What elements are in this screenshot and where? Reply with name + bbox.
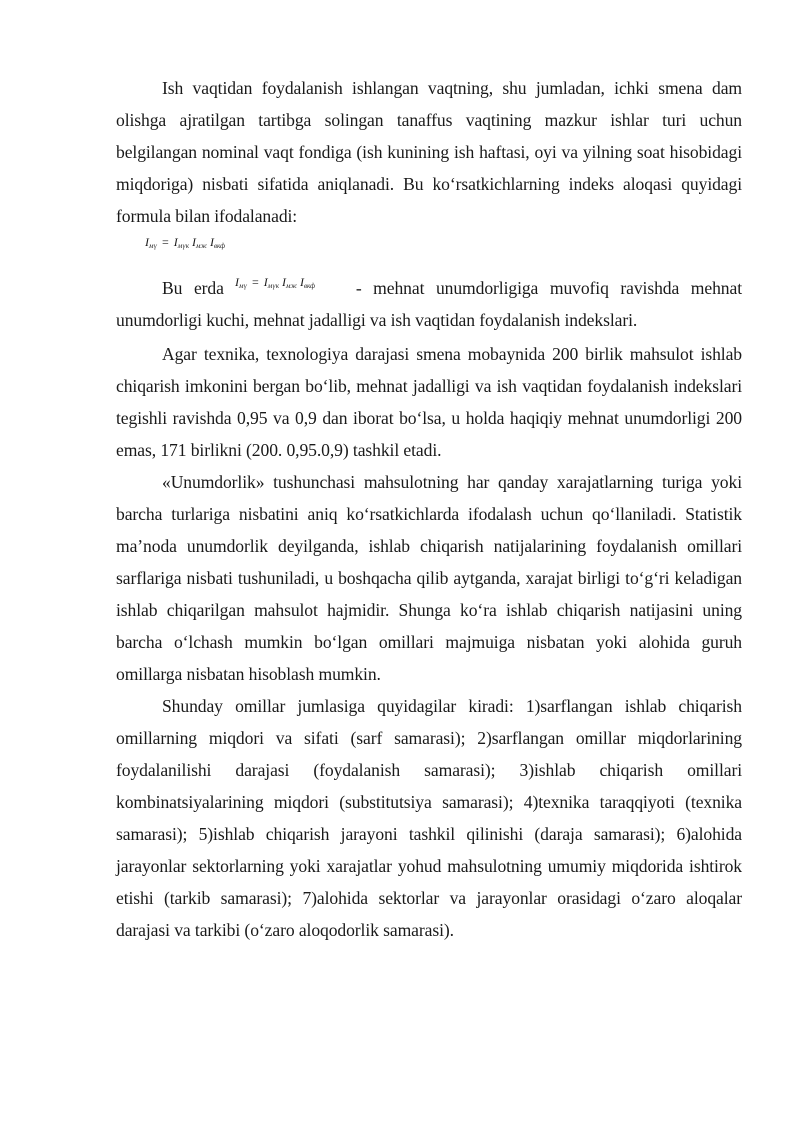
paragraph-5: Shunday omillar jumlasiga quyidagilar kiradi: 1)sarflangan ishlab chiqarish omillarning miqdori va sifati (sarf samarasi); 2)sarflangan omillar miqdorlarining foydalanilishi darajasi (foydalanish samarasi); 3)ishlab chiqarish omillari kombinatsiyalarining miqdori (substitutsiya samarasi); 4)texnika taraqqiyoti (texnika samarasi); 5)ishlab chiqarish jarayoni tashkil qilinishi (daraja samarasi); 6)alohida jarayonlar sektorlarning yoki xarajatlar yohud mahsulotning umumiy miqdorida ishtirok etishi (tarkib samarasi); 7)alohida sektorlar va jarayonlar orasidagi o‘zaro aloqalar darajasi va tarkibi (o‘zaro aloqodorlik samarasi). <box>116 696 742 940</box>
paragraph-2 <box>116 272 742 336</box>
paragraph-3: Agar texnika, texnologiya darajasi smena mobaynida 200 birlik mahsulot ishlab chiqarish imkonini bergan bo‘lib, mehnat jadalligi va ish vaqtidan foydalanish indekslari tegishli ravishda 0,95 va 0,9 dan iborat bo‘lsa, u holda haqiqiy mehnat unumdorligi 200 emas, 171 birlikni (200. 0,95.0,9) tashkil etadi. <box>116 344 742 460</box>
paragraph-2-rest: - mehnat unumdorligiga muvofiq ravishda mehnat unumdorligi kuchi, mehnat jadalligi va ish vaqtidan foydalanish indekslari. <box>116 278 742 330</box>
paragraph-4: «Unumdorlik» tushunchasi mahsulotning har qanday xarajatlarning turiga yoki barcha turlariga nisbatini aniq ko‘rsatkichlarda ifodalash uchun qo‘llaniladi. Statistik ma’noda unumdorlik deyilganda, ishlab chiqarish natijalarining foydalanish omillari sarflariga nisbati tushuniladi, u boshqacha qilib aytganda, xarajat birligi to‘g‘ri keladigan ishlab chiqarilgan mahsulot hajmidir. Shunga ko‘ra ishlab chiqarish natijasini uning barcha o‘lchash mumkin bo‘lgan omillari majmuiga nisbatan yoki alohida guruh omillarga nisbatan hisoblash mumkin. <box>116 472 742 684</box>
inline-index-formula: $I_{мү} = I_{мүк}$ $I_{мж}$ $I_{вкф}$ <box>235 275 316 290</box>
paragraph-2-lead: Bu erda <box>162 278 224 298</box>
paragraph-1: Ish vaqtidan foydalanish ishlangan vaqtning, shu jumladan, ichki smena dam olishga ajratilgan tartibga solingan tanaffus vaqtining mazkur ishlar turi uchun belgilangan nominal vaqt fondiga (ish kunining ish haftasi, oyi va yilning soat hisobidagi miqdoriga) nisbati sifatida aniqlanadi. Bu ko‘rsatkichlarning indeks aloqasi quyidagi formula bilan ifodalanadi: <box>116 78 742 226</box>
index-formula: $I_{мү} = I_{мүк}$ $I_{мж}$ $I_{вкф}$ <box>145 235 226 250</box>
